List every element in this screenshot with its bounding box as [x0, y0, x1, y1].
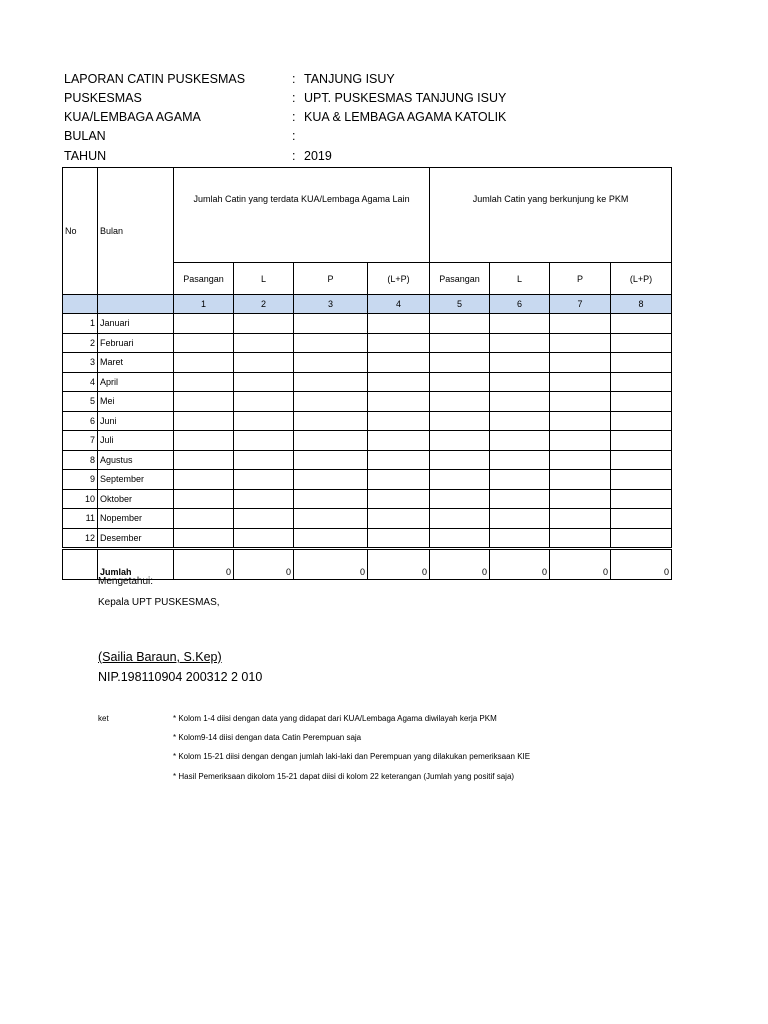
row-no: 5: [63, 392, 98, 412]
data-cell[interactable]: [611, 489, 672, 509]
table-row: [63, 411, 672, 431]
row-bulan: Juli: [98, 431, 174, 451]
row-bulan: Nopember: [98, 509, 174, 529]
data-cell[interactable]: [294, 450, 368, 470]
header-colon: :: [292, 72, 296, 86]
month-rows: [63, 314, 672, 549]
column-number: 8: [611, 295, 672, 314]
signature-title: Kepala UPT PUSKESMAS,: [98, 597, 220, 608]
data-cell[interactable]: [174, 450, 234, 470]
column-number: 3: [294, 295, 368, 314]
data-cell[interactable]: [368, 489, 430, 509]
row-no: 6: [63, 411, 98, 431]
data-cell[interactable]: [294, 353, 368, 373]
header-label: BULAN: [64, 129, 106, 143]
group-header-pkm: Jumlah Catin yang berkunjung ke PKM: [430, 168, 672, 263]
note-item: * Hasil Pemeriksaan dikolom 15-21 dapat diisi di kolom 22 keterangan (Jumlah yang positif saja): [173, 772, 515, 781]
data-cell[interactable]: [234, 314, 294, 334]
column-number: 2: [234, 295, 294, 314]
column-number: 6: [490, 295, 550, 314]
data-cell[interactable]: [174, 470, 234, 490]
table-row: [63, 353, 672, 373]
data-cell[interactable]: [234, 392, 294, 412]
data-cell[interactable]: [234, 528, 294, 549]
table-row: [63, 489, 672, 509]
header-value: TANJUNG ISUY: [304, 72, 395, 86]
data-cell[interactable]: [234, 372, 294, 392]
data-cell[interactable]: [294, 333, 368, 353]
row-no: 8: [63, 450, 98, 470]
row-no: 12: [63, 528, 98, 549]
data-cell[interactable]: [490, 353, 550, 373]
row-bulan: Mei: [98, 392, 174, 412]
total-cell: 0: [294, 549, 368, 580]
data-cell[interactable]: [368, 509, 430, 529]
data-cell[interactable]: [550, 470, 611, 490]
data-cell[interactable]: [430, 431, 490, 451]
table-row: [63, 528, 672, 549]
data-cell[interactable]: [294, 489, 368, 509]
data-cell[interactable]: [611, 509, 672, 529]
table-row: [63, 470, 672, 490]
total-cell: 0: [234, 549, 294, 580]
data-cell[interactable]: [174, 314, 234, 334]
data-cell[interactable]: [368, 333, 430, 353]
table-row: [63, 431, 672, 451]
total-cell: 0: [174, 549, 234, 580]
data-cell[interactable]: [611, 372, 672, 392]
subheader-cell: L: [234, 263, 294, 295]
data-cell[interactable]: [294, 314, 368, 334]
subheader-cell: P: [294, 263, 368, 295]
data-cell[interactable]: [368, 431, 430, 451]
data-cell[interactable]: [368, 528, 430, 549]
data-cell[interactable]: [550, 333, 611, 353]
column-number: 4: [368, 295, 430, 314]
data-cell[interactable]: [368, 353, 430, 373]
row-bulan: Februari: [98, 333, 174, 353]
data-cell[interactable]: [234, 509, 294, 529]
data-cell[interactable]: [294, 470, 368, 490]
data-cell[interactable]: [430, 450, 490, 470]
header-label: PUSKESMAS: [64, 91, 142, 105]
row-bulan: Maret: [98, 353, 174, 373]
data-cell[interactable]: [294, 509, 368, 529]
row-no: 2: [63, 333, 98, 353]
data-cell[interactable]: [550, 509, 611, 529]
row-no: 3: [63, 353, 98, 373]
data-cell[interactable]: [490, 333, 550, 353]
data-cell[interactable]: [234, 333, 294, 353]
data-cell[interactable]: [611, 470, 672, 490]
data-cell[interactable]: [490, 489, 550, 509]
data-cell[interactable]: [430, 392, 490, 412]
note-item: * Kolom 15-21 diisi dengan dengan jumlah laki-laki dan Perempuan yang dilakukan pemeriksaan KIE: [173, 752, 531, 761]
data-cell[interactable]: [294, 411, 368, 431]
data-cell[interactable]: [611, 333, 672, 353]
row-no: 1: [63, 314, 98, 334]
header-colon: :: [292, 110, 296, 124]
data-cell[interactable]: [490, 411, 550, 431]
data-cell[interactable]: [430, 314, 490, 334]
data-cell[interactable]: [550, 450, 611, 470]
header-value: 2019: [304, 149, 332, 163]
column-number: 5: [430, 295, 490, 314]
data-cell[interactable]: [550, 392, 611, 412]
table-row: [63, 509, 672, 529]
data-cell[interactable]: [490, 528, 550, 549]
column-number-row: [63, 295, 672, 314]
header-value: KUA & LEMBAGA AGAMA KATOLIK: [304, 110, 507, 124]
data-cell[interactable]: [294, 392, 368, 412]
data-cell[interactable]: [294, 528, 368, 549]
data-cell[interactable]: [611, 528, 672, 549]
col-bulan-header: Bulan: [98, 168, 174, 295]
table-row: [63, 333, 672, 353]
data-cell[interactable]: [550, 431, 611, 451]
row-no: 7: [63, 431, 98, 451]
data-cell[interactable]: [174, 392, 234, 412]
data-cell[interactable]: [490, 392, 550, 412]
row-bulan: Oktober: [98, 489, 174, 509]
data-cell[interactable]: [611, 411, 672, 431]
subheader-cell: Pasangan: [174, 263, 234, 295]
total-cell: 0: [550, 549, 611, 580]
data-cell[interactable]: [368, 450, 430, 470]
data-cell[interactable]: [430, 489, 490, 509]
data-cell[interactable]: [611, 392, 672, 412]
row-no: 4: [63, 372, 98, 392]
data-cell[interactable]: [490, 372, 550, 392]
data-cell[interactable]: [174, 353, 234, 373]
data-cell[interactable]: [174, 431, 234, 451]
signature-nip: NIP.198110904 200312 2 010: [98, 670, 263, 684]
data-cell[interactable]: [611, 353, 672, 373]
data-cell[interactable]: [368, 314, 430, 334]
row-bulan: Agustus: [98, 450, 174, 470]
header-colon: :: [292, 149, 296, 163]
table-row: [63, 314, 672, 334]
data-cell[interactable]: [611, 314, 672, 334]
data-cell[interactable]: [430, 333, 490, 353]
data-cell[interactable]: [490, 509, 550, 529]
data-cell[interactable]: [368, 470, 430, 490]
table-header-row: [63, 168, 672, 263]
row-bulan: Desember: [98, 528, 174, 549]
column-number: 1: [174, 295, 234, 314]
data-cell[interactable]: [294, 372, 368, 392]
table-row: [63, 372, 672, 392]
row-no: 9: [63, 470, 98, 490]
total-cell: 0: [611, 549, 672, 580]
data-cell[interactable]: [174, 509, 234, 529]
subheader-cell: (L+P): [611, 263, 672, 295]
data-cell[interactable]: [294, 431, 368, 451]
notes-label: ket: [98, 714, 109, 723]
subheader-cell: (L+P): [368, 263, 430, 295]
signature-mengetahui: Mengetahui:: [98, 576, 154, 587]
note-item: * Kolom 1-4 diisi dengan data yang didapat dari KUA/Lembaga Agama diwilayah kerja PKM: [173, 714, 497, 723]
data-cell[interactable]: [490, 431, 550, 451]
row-bulan: April: [98, 372, 174, 392]
data-cell[interactable]: [611, 431, 672, 451]
col-no-header: No: [63, 168, 98, 295]
subheader-cell: L: [490, 263, 550, 295]
data-cell[interactable]: [234, 489, 294, 509]
data-cell[interactable]: [550, 372, 611, 392]
header-label: LAPORAN CATIN PUSKESMAS: [64, 72, 246, 86]
header-value: UPT. PUSKESMAS TANJUNG ISUY: [304, 91, 507, 105]
data-cell[interactable]: [550, 489, 611, 509]
data-cell[interactable]: [174, 333, 234, 353]
total-cell: 0: [490, 549, 550, 580]
data-cell[interactable]: [234, 353, 294, 373]
data-cell[interactable]: [550, 528, 611, 549]
data-cell[interactable]: [234, 450, 294, 470]
data-cell[interactable]: [550, 314, 611, 334]
row-no: 10: [63, 489, 98, 509]
data-cell[interactable]: [430, 411, 490, 431]
data-cell[interactable]: [611, 450, 672, 470]
data-cell[interactable]: [368, 392, 430, 412]
data-cell[interactable]: [430, 509, 490, 529]
total-cell: 0: [368, 549, 430, 580]
subheader-cell: Pasangan: [430, 263, 490, 295]
group-header-kua: Jumlah Catin yang terdata KUA/Lembaga Agama Lain: [174, 168, 430, 263]
subheader-cell: P: [550, 263, 611, 295]
header-label: KUA/LEMBAGA AGAMA: [64, 110, 201, 124]
report-table: [62, 167, 672, 580]
total-row: [63, 549, 672, 580]
data-cell[interactable]: [430, 353, 490, 373]
data-cell[interactable]: [174, 528, 234, 549]
data-cell[interactable]: [234, 411, 294, 431]
table-row: [63, 450, 672, 470]
data-cell[interactable]: [490, 450, 550, 470]
row-bulan: Juni: [98, 411, 174, 431]
data-cell[interactable]: [234, 431, 294, 451]
header-label: TAHUN: [64, 149, 107, 163]
data-cell[interactable]: [174, 372, 234, 392]
data-cell[interactable]: [430, 470, 490, 490]
data-cell[interactable]: [550, 411, 611, 431]
data-cell[interactable]: [490, 314, 550, 334]
data-cell[interactable]: [430, 372, 490, 392]
header-colon: :: [292, 91, 296, 105]
data-cell[interactable]: [174, 411, 234, 431]
data-cell[interactable]: [174, 489, 234, 509]
header-colon: :: [292, 129, 296, 143]
data-cell[interactable]: [550, 353, 611, 373]
total-cell: 0: [430, 549, 490, 580]
data-cell[interactable]: [490, 470, 550, 490]
data-cell[interactable]: [234, 470, 294, 490]
column-number: 7: [550, 295, 611, 314]
row-bulan: September: [98, 470, 174, 490]
data-cell[interactable]: [430, 528, 490, 549]
row-no: 11: [63, 509, 98, 529]
data-cell[interactable]: [368, 372, 430, 392]
signature-name: (Sailia Baraun, S.Kep): [98, 650, 222, 664]
note-item: * Kolom9-14 diisi dengan data Catin Perempuan saja: [173, 733, 362, 742]
data-cell[interactable]: [368, 411, 430, 431]
row-bulan: Januari: [98, 314, 174, 334]
total-label: Jumlah: [98, 549, 174, 580]
table-row: [63, 392, 672, 412]
